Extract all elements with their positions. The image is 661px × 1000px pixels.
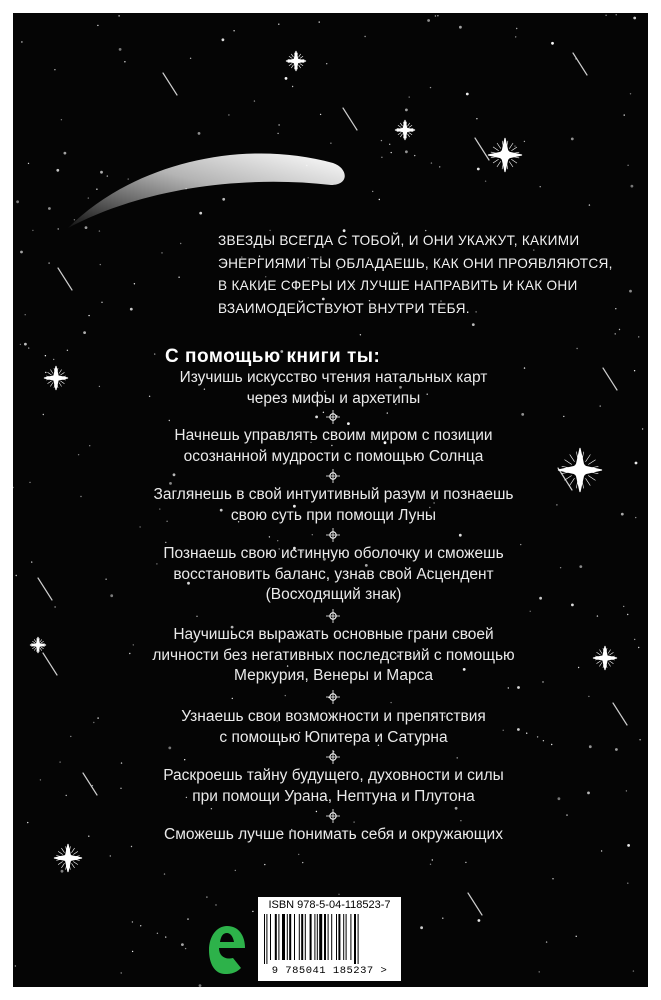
star-dot-icon [633,970,634,971]
star-dot-icon [621,513,624,516]
shooting-star-icon [83,773,97,795]
star-dot-icon [459,26,462,29]
star-dot-icon [302,862,303,863]
star-dot-icon [627,614,628,615]
star-dot-icon [190,58,191,59]
star-divider-icon [326,528,340,542]
star-dot-icon [551,42,554,45]
star-dot-icon [121,762,122,763]
star-dot-icon [199,984,202,987]
benefit-line: восстановить баланс, узнав свой Асцендент [173,565,494,583]
star-dot-icon [619,329,620,330]
benefit-line: (Восходящий знак) [265,586,402,603]
star-dot-icon [132,921,133,922]
star-dot-icon [530,611,531,612]
star-dot-icon [516,28,517,29]
star-dot-icon [211,808,212,809]
star-dot-icon [477,168,480,171]
star-dot-icon [134,283,135,284]
star-dot-icon [508,687,509,688]
star-dot-icon [88,836,89,837]
star-dot-icon [427,19,430,22]
star-divider-icon [326,690,340,704]
star-dot-icon [59,761,60,762]
star-dot-icon [58,228,59,229]
benefit-line: Меркурия, Венеры и Марса [233,667,433,684]
star-dot-icon [485,181,486,182]
star-dot-icon [631,185,634,188]
star-dot-icon [414,155,415,156]
star-dot-icon [27,822,28,823]
benefit-line: при помощи Урана, Нептуна и Плутона [192,787,475,805]
star-dot-icon [185,948,186,949]
benefit-line: Познаешь свою истинную оболочку и сможешь [163,545,504,562]
star-dot-icon [635,462,638,465]
sparkle-star-icon [593,646,617,670]
star-dot-icon [233,30,234,31]
star-dot-icon [118,15,119,16]
star-dot-icon [292,86,293,87]
star-dot-icon [540,186,541,187]
star-dot-icon [48,262,49,263]
star-dot-icon [455,807,458,810]
star-dot-icon [252,911,253,912]
isbn-number: ISBN 978-5-04-118523-7 [268,899,391,911]
star-dot-icon [627,165,628,166]
benefit-line: Начнешь управлять своим миром с позиции [174,427,493,444]
star-divider-icon [326,609,340,623]
starry-sky-background [13,13,648,987]
star-divider-icon [326,410,340,424]
star-dot-icon [600,405,601,406]
benefit-line: свою суть при помощи Луны [230,506,437,524]
star-dot-icon [597,615,598,616]
star-dot-icon [277,540,278,541]
star-dot-icon [298,854,299,855]
star-dot-icon [431,162,432,163]
star-dot-icon [187,918,188,919]
star-dot-icon [571,604,574,607]
benefit-item [113,625,554,687]
benefit-line: Узнаешь свои возможности и препятствия [181,708,486,725]
star-dot-icon [184,759,185,760]
star-dot-icon [642,428,643,429]
benefits-heading: С помощью книги ты: [165,346,381,367]
star-dot-icon [319,21,320,22]
star-dot-icon [45,372,46,373]
star-dot-icon [405,109,408,112]
star-dot-icon [31,561,32,562]
star-dot-icon [13,487,14,488]
star-dot-icon [278,124,279,125]
benefit-item [113,368,554,409]
star-dot-icon [54,606,55,607]
shooting-star-icon [343,108,357,130]
star-dot-icon [222,198,225,201]
star-dot-icon [164,873,165,874]
star-dot-icon [312,534,313,535]
star-dot-icon [634,370,635,371]
star-dot-icon [173,473,176,476]
star-dot-icon [630,93,631,94]
star-dot-icon [97,717,98,718]
star-dot-icon [97,25,98,26]
star-dot-icon [64,152,67,155]
star-dot-icon [28,347,29,348]
benefit-item [113,426,554,467]
star-dot-icon [124,61,125,62]
benefit-item [113,485,554,526]
star-dot-icon [381,157,382,158]
star-dot-icon [199,212,202,215]
star-dot-icon [215,904,216,905]
star-dot-icon [390,702,391,703]
star-dot-icon [232,698,233,699]
shooting-star-icon [468,893,482,915]
star-dot-icon [132,951,133,952]
intro-line: ЭНЕРГИЯМИ ТЫ ОБЛАДАЕШЬ, КАК ОНИ ПРОЯВЛЯЮТСЯ, [218,255,613,271]
star-dot-icon [638,647,639,648]
benefit-item [113,825,554,846]
star-dot-icon [43,414,44,415]
star-dot-icon [560,567,561,568]
star-dot-icon [517,686,520,689]
publisher-logo-icon [207,924,247,976]
star-dot-icon [131,846,132,847]
comet-tail-icon [68,153,345,228]
star-dot-icon [61,119,62,120]
intro-line: ВЗАИМОДЕЙСТВУЮТ ВНУТРИ ТЕБЯ. [218,300,470,316]
star-dot-icon [515,36,516,37]
star-dot-icon [432,859,433,860]
star-dot-icon [624,114,625,115]
star-dot-icon [278,24,279,25]
star-dot-icon [638,336,639,337]
star-dot-icon [627,844,630,847]
benefit-item [113,766,554,807]
benefit-line: Раскроешь тайну будущего, духовности и силы [163,767,504,784]
star-dot-icon [316,811,317,812]
shooting-star-icon [163,73,177,95]
benefit-line: Изучишь искусство чтения натальных карт [179,369,488,386]
star-dot-icon [181,943,184,946]
star-divider-icon [326,750,340,764]
star-dot-icon [439,166,440,167]
star-dot-icon [264,864,265,865]
star-dot-icon [635,517,636,518]
star-dot-icon [576,936,577,937]
star-dot-icon [330,143,331,144]
star-dot-icon [165,542,166,543]
star-dot-icon [25,314,26,315]
star-dot-icon [576,348,577,349]
star-dot-icon [372,191,373,192]
star-dot-icon [29,482,30,483]
star-dot-icon [634,639,635,640]
star-dot-icon [556,504,557,505]
star-dot-icon [85,226,88,229]
star-dot-icon [587,792,590,795]
star-dot-icon [360,334,361,335]
star-dot-icon [465,862,466,863]
star-dot-icon [56,169,59,172]
shooting-star-icon [603,368,617,390]
star-dot-icon [101,302,102,303]
sparkle-star-icon [395,120,415,140]
star-dot-icon [196,616,197,617]
star-dot-icon [364,36,365,37]
star-dot-icon [107,175,108,176]
sparkle-star-icon [30,637,46,653]
star-dot-icon [552,878,553,879]
intro-line: ЗВЕЗДЫ ВСЕГДА С ТОБОЙ, И ОНИ УКАЖУТ, КАКИМИ [218,233,580,248]
star-dot-icon [615,308,616,309]
star-dot-icon [88,315,89,316]
intro-paragraph [218,230,613,320]
star-dot-icon [430,87,431,88]
star-dot-icon [629,290,632,293]
star-dot-icon [99,230,100,231]
star-dot-icon [315,416,318,419]
star-dot-icon [524,141,525,142]
star-dot-icon [430,864,431,865]
star-dot-icon [566,814,567,815]
star-dot-icon [222,38,225,41]
star-dot-icon [83,331,86,334]
star-dot-icon [420,926,423,929]
star-dot-icon [119,48,122,51]
star-dot-icon [128,178,129,179]
star-dot-icon [460,820,461,821]
star-dot-icon [589,204,590,205]
star-dot-icon [589,745,592,748]
star-dot-icon [442,918,443,919]
shooting-star-icon [613,703,627,725]
shooting-star-icon [43,653,57,675]
star-dot-icon [20,344,21,345]
star-dot-icon [381,140,382,141]
star-dot-icon [74,219,75,220]
intro-line: В КАКИЕ СФЕРЫ ИХ ЛУЧШЕ НАПРАВИТЬ И КАК ОНИ [218,278,578,293]
star-dot-icon [347,422,350,425]
star-dot-icon [578,667,579,668]
star-dot-icon [154,353,155,354]
star-dot-icon [601,850,602,851]
star-dot-icon [235,870,236,871]
star-dot-icon [54,69,55,70]
star-dot-icon [571,138,574,141]
benefit-item [113,544,554,606]
star-dot-icon [579,565,582,568]
star-dot-icon [21,41,22,42]
star-dot-icon [45,355,46,356]
star-dot-icon [521,413,524,416]
star-dot-icon [605,15,606,16]
star-dot-icon [633,17,636,20]
benefit-line: с помощью Юпитера и Сатурна [219,728,448,746]
star-dot-icon [228,114,229,115]
barcode-digits: 9 785041 185237 > [271,965,388,977]
star-dot-icon [80,496,81,497]
star-dot-icon [326,63,327,64]
star-dot-icon [615,333,616,334]
star-dot-icon [180,243,181,244]
star-dot-icon [323,412,324,413]
star-dot-icon [100,264,101,265]
star-dot-icon [409,96,410,97]
star-dot-icon [121,972,122,973]
star-dot-icon [626,790,627,791]
isbn-barcode [258,897,401,981]
star-dot-icon [353,821,354,822]
sparkle-star-icon [488,138,522,172]
star-dot-icon [15,965,16,966]
star-dot-icon [558,797,561,800]
benefit-line: через мифы и архетипы [246,389,421,407]
star-dot-icon [437,15,438,16]
star-dot-icon [405,150,408,153]
star-dot-icon [130,308,133,311]
star-dot-icon [320,114,321,115]
star-dot-icon [285,77,288,80]
star-dot-icon [169,420,170,421]
star-dot-icon [70,736,71,737]
star-dot-icon [20,251,23,254]
sparkle-star-icon [286,51,306,71]
star-dot-icon [139,526,140,527]
star-dot-icon [269,536,270,537]
star-dot-icon [93,722,94,723]
star-dot-icon [178,277,179,278]
star-dot-icon [254,100,255,101]
star-dot-icon [588,696,589,697]
star-dot-icon [61,870,64,873]
star-dot-icon [89,445,90,446]
star-dot-icon [165,936,166,937]
star-divider-icon [326,809,340,823]
sparkle-star-icon [558,448,602,492]
star-dot-icon [476,118,477,119]
star-dot-icon [48,207,51,210]
star-dot-icon [198,132,201,135]
star-divider-icon [326,469,340,483]
star-dot-icon [96,189,97,190]
benefit-line: личности без негативных последствий с помощью [152,646,515,664]
star-dot-icon [478,919,481,922]
star-dot-icon [615,748,618,751]
benefit-line: Научишься выражать основные грани своей [173,626,494,643]
star-dot-icon [161,252,162,253]
star-dot-icon [285,695,286,696]
star-dot-icon [379,199,380,200]
star-dot-icon [28,163,29,164]
benefit-item [113,707,554,748]
star-dot-icon [472,323,475,326]
star-dot-icon [338,894,339,895]
star-dot-icon [24,343,27,346]
star-dot-icon [563,416,564,417]
sparkle-star-icon [44,366,68,390]
star-dot-icon [435,15,436,16]
star-dot-icon [466,93,469,96]
shooting-star-icon [58,268,72,290]
star-dot-icon [627,883,628,884]
star-dot-icon [40,779,41,780]
star-dot-icon [389,144,390,145]
shooting-star-icon [475,138,489,160]
shooting-star-icon [573,53,587,75]
star-dot-icon [616,14,617,15]
star-dot-icon [157,933,158,934]
star-dot-icon [206,896,207,897]
star-dot-icon [459,534,462,537]
star-dot-icon [53,359,54,360]
star-dot-icon [539,971,540,972]
benefit-line: Заглянешь в свой интуитивный разум и познаешь [153,486,514,503]
star-dot-icon [99,386,100,387]
star-dot-icon [623,606,624,607]
star-dot-icon [32,230,33,231]
star-dot-icon [67,350,68,351]
star-dot-icon [457,757,458,758]
shooting-star-icon [38,578,52,600]
star-dot-icon [514,145,515,146]
star-dot-icon [110,855,111,856]
star-dot-icon [88,197,89,198]
star-dot-icon [66,795,67,796]
star-dot-icon [387,412,388,413]
star-dot-icon [16,575,17,576]
star-dot-icon [105,579,106,580]
star-dot-icon [16,200,19,203]
star-dot-icon [277,133,278,134]
star-dot-icon [546,941,547,942]
sparkle-star-icon [54,844,82,872]
star-dot-icon [391,152,392,153]
star-dot-icon [100,171,103,174]
star-dot-icon [639,739,640,740]
benefit-line: осознанной мудрости с помощью Солнца [183,447,484,465]
barcode-bars [264,914,395,964]
benefit-line: Сможешь лучше понимать себя и окружающих [164,826,503,843]
star-dot-icon [78,454,79,455]
star-dot-icon [140,925,141,926]
